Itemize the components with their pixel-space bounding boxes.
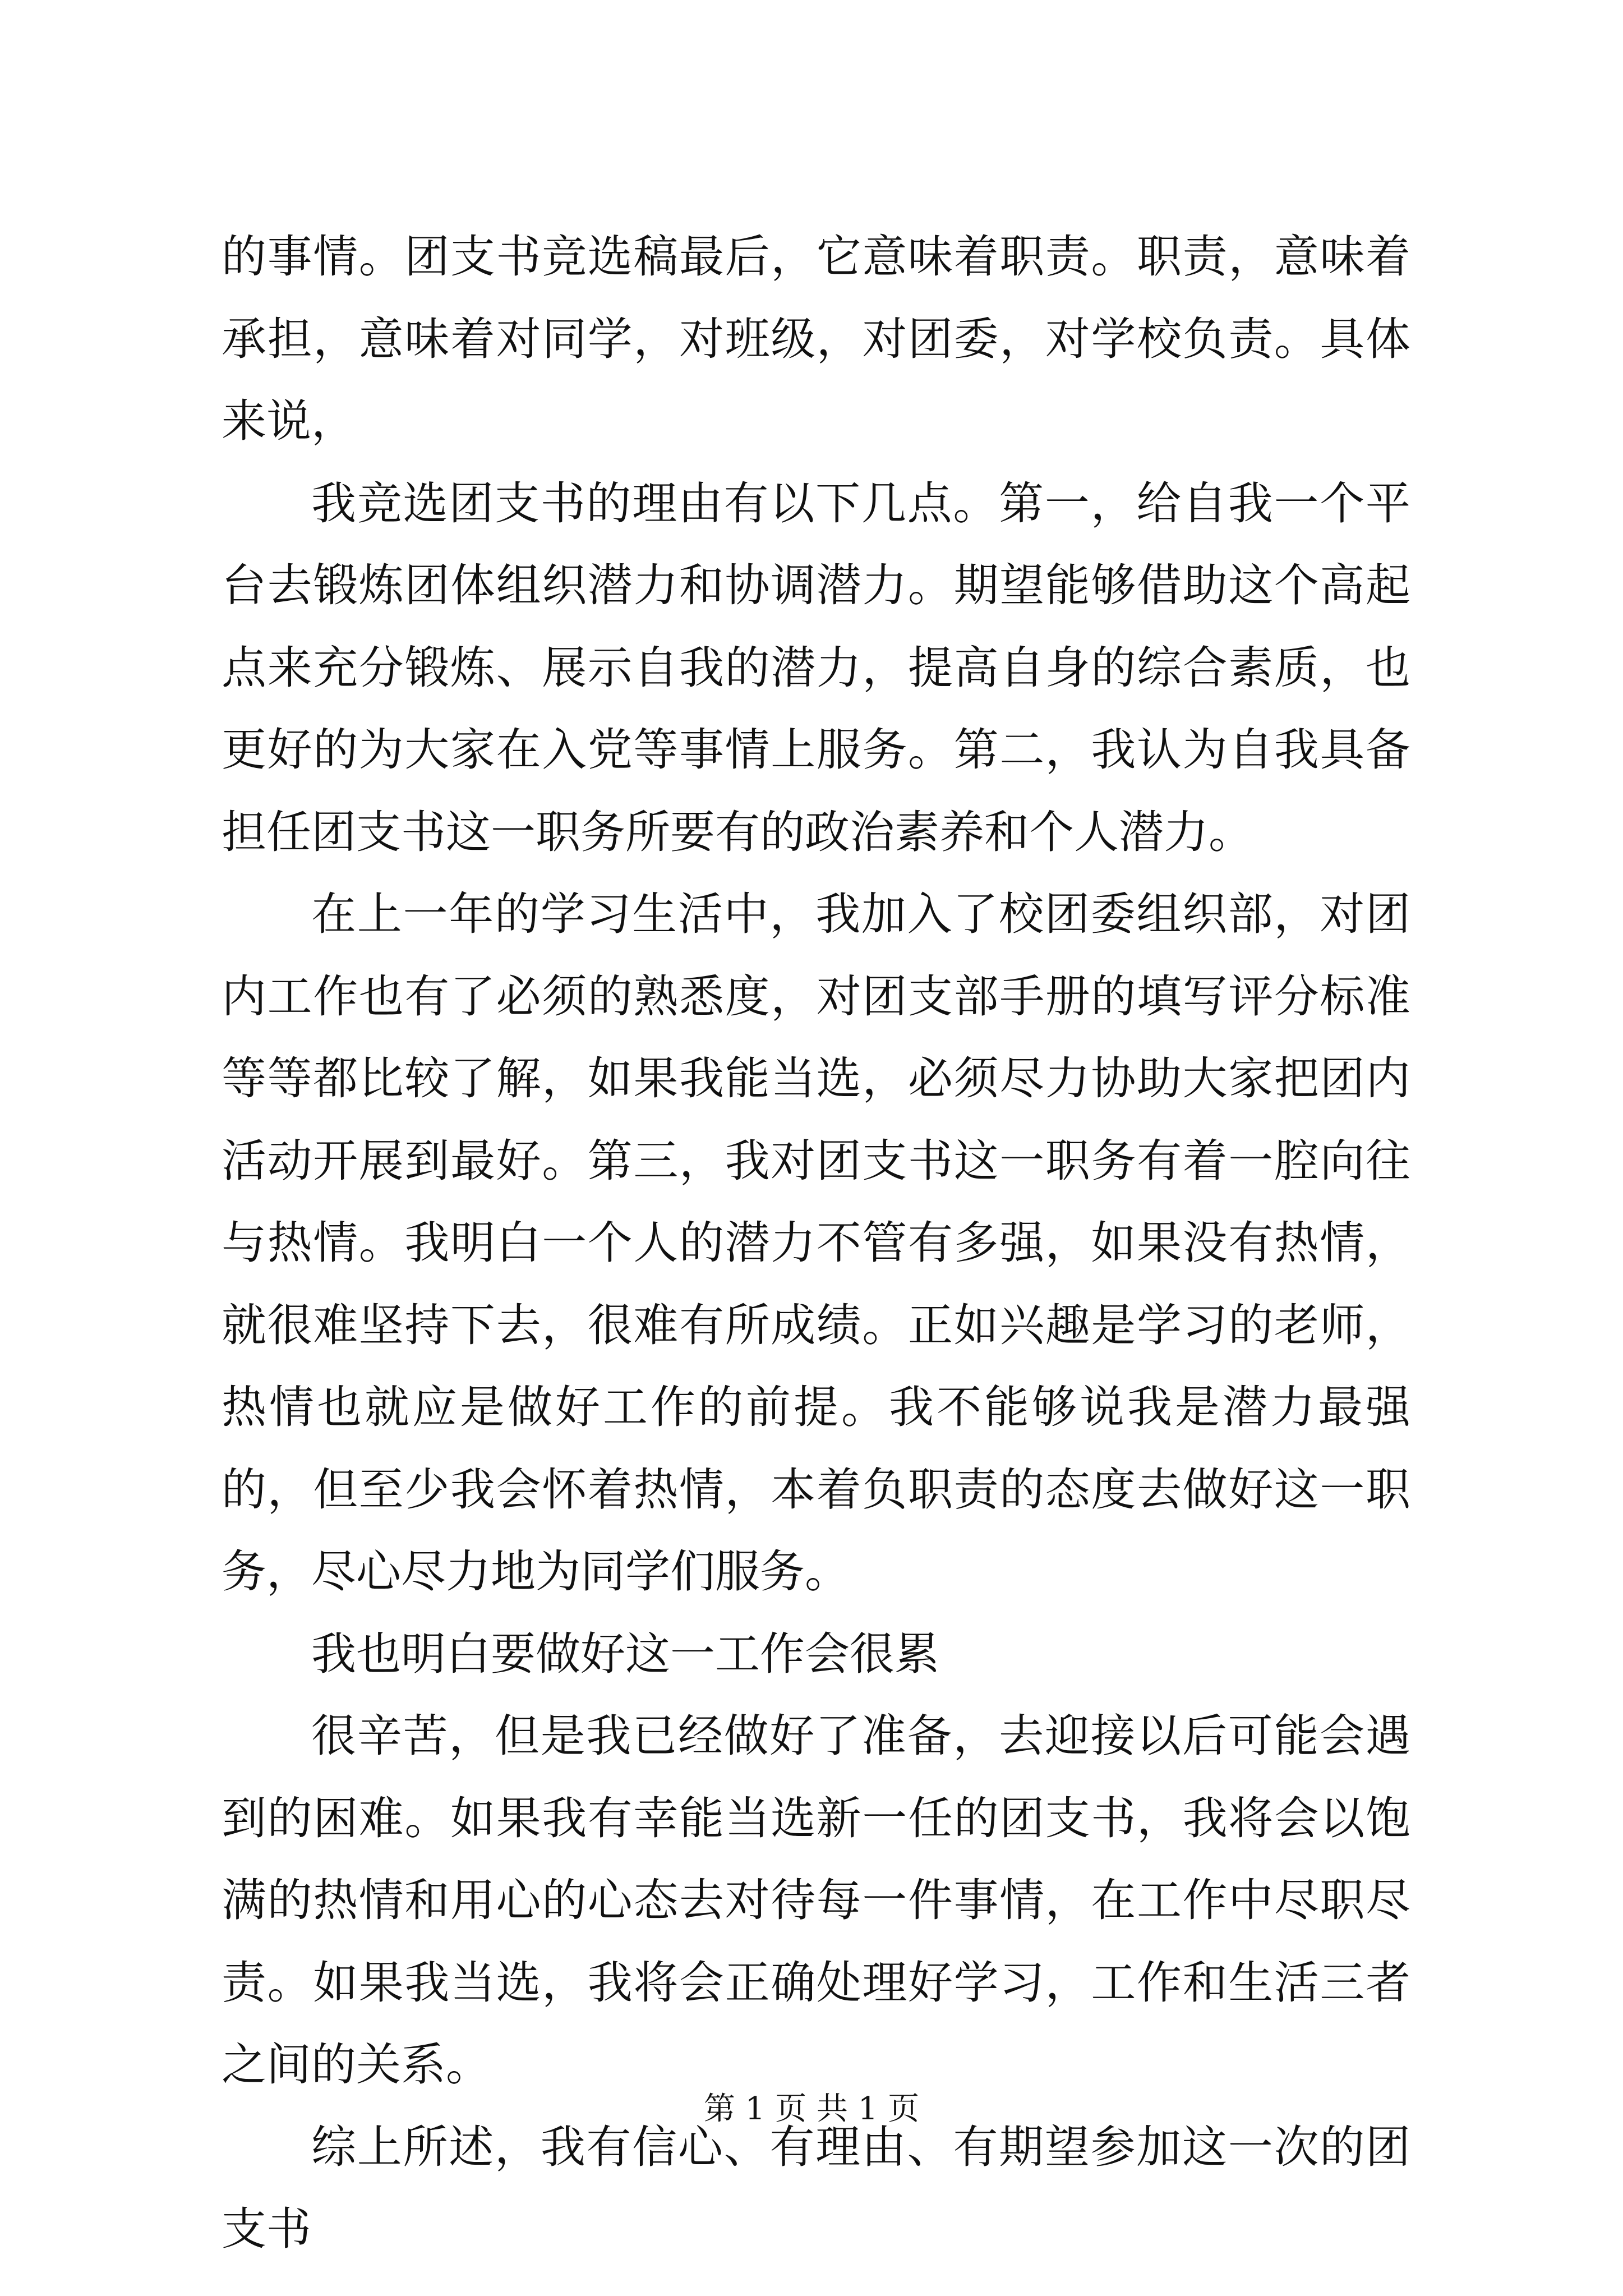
page-footer [0, 2090, 1623, 2129]
paragraph: 的事情。团支书竞选稿最后，它意味着职责。职责，意味着承担，意味着对同学，对班级，对团委，对学校负责。具体来说， [222, 231, 1410, 447]
paragraph: 很辛苦，但是我已经做好了准备，去迎接以后可能会遇到的困难。如果我有幸能当选新一任的团支书，我将会以饱满的热情和用心的心态去对待每一件事情，在工作中尽职尽责。如果我当选，我将会正确处理好学习，工作和生活三者之间的关系。 [222, 1710, 1410, 2091]
document-body [222, 216, 1410, 2271]
paragraph: 在上一年的学习生活中，我加入了校团委组织部，对团内工作也有了必须的熟悉度，对团支部手册的填写评分标准等等都比较了解，如果我能当选，必须尽力协助大家把团内活动开展到最好。第三，我对团支书这一职务有着一腔向往与热情。我明白一个人的潜力不管有多强，如果没有热情，就很难坚持下去，很难有所成绩。正如兴趣是学习的老师，热情也就应是做好工作的前提。我不能够说我是潜力最强的，但至少我会怀着热情，本着负职责的态度去做好这一职务，尽心尽力地为同学们服务。 [222, 888, 1410, 1598]
paragraph: 我也明白要做好这一工作会很累 [311, 1627, 939, 1680]
page-number-label: 第 1 页 共 1 页 [703, 2091, 920, 2127]
paragraph: 我竞选团支书的理由有以下几点。第一，给自我一个平台去锻炼团体组织潜力和协调潜力。期望能够借助这个高起点来充分锻炼、展示自我的潜力，提高自身的综合素质，也更好的为大家在入党等事情上服务。第二，我认为自我具备担任团支书这一职务所要有的政治素养和个人潜力。 [222, 477, 1410, 858]
paragraph: 综上所述，我有信心、有理由、有期望参加这一次的团支书 [222, 2120, 1410, 2255]
